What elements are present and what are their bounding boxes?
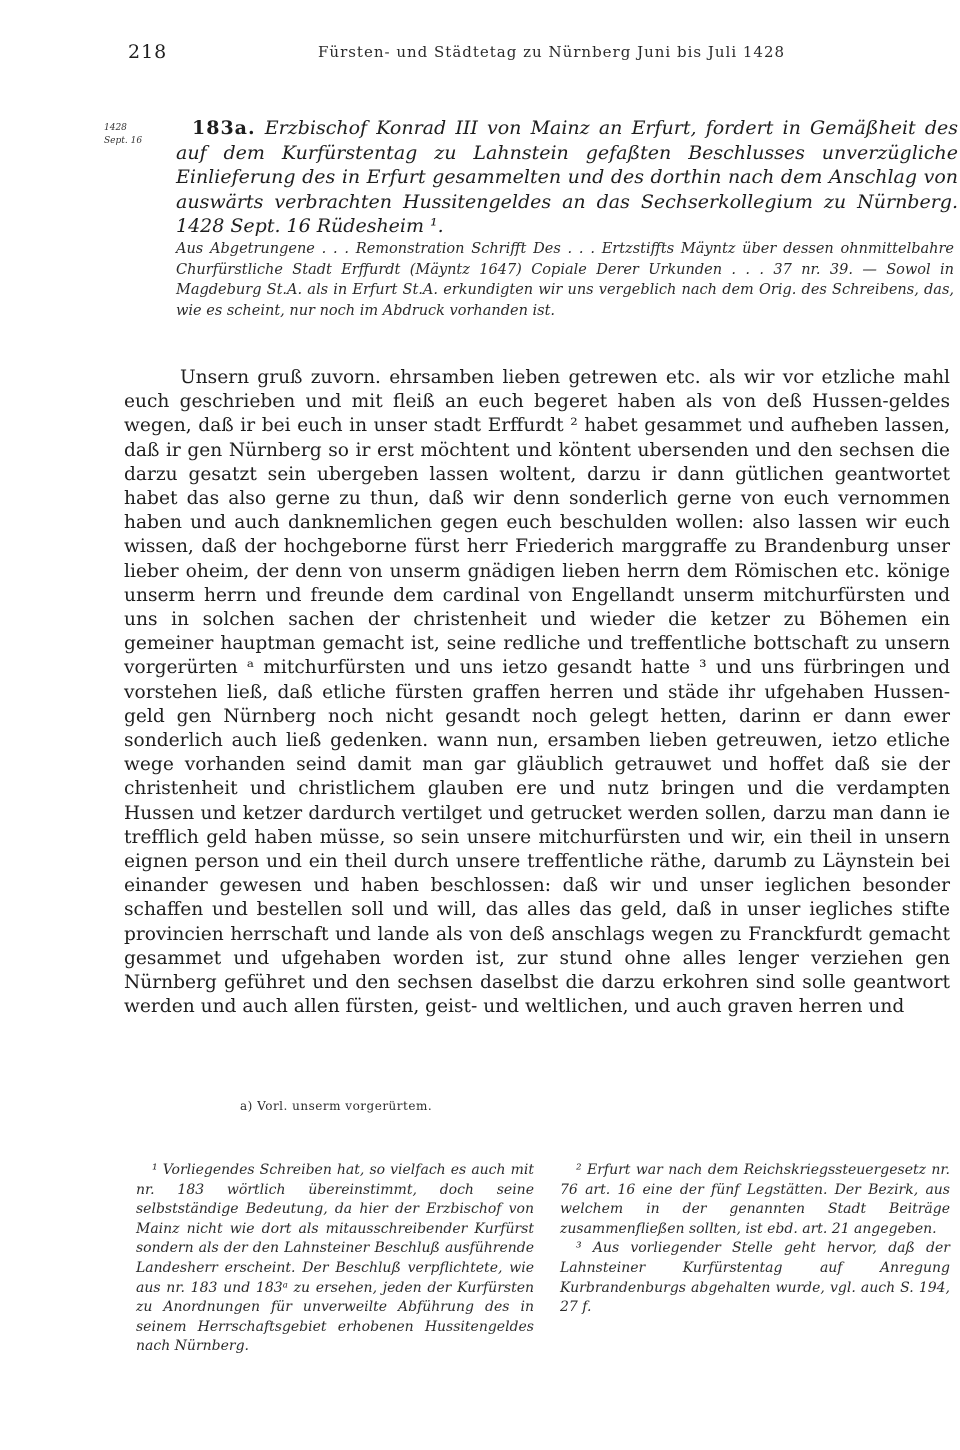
margin-date-year: 1428 bbox=[104, 123, 127, 133]
footnotes-left-column bbox=[136, 1161, 534, 1357]
footnote-1: ¹ Vorliegendes Schreiben hat, so vielfach es auch mit nr. 183 wörtlich übereinstimmt, doch seine selbstständige Bedeutung, da hier der Erzbischof von Mainz nicht wie dort als mitausschreibender Kurfürst sondern als der den Lahnsteiner Beschluß ausführende Landesherr erscheint. Der Beschluß verpflichtete, wie aus nr. 183 und 183ᵃ zu ersehen, jeden der Kurfürsten zu Anordnungen für unverweilte Abführung des in seinem Herrschaftsgebiet erhobenen Hussitengeldes nach Nürnberg. bbox=[136, 1162, 534, 1355]
letter-body: Unsern gruß zuvorn. ehrsamben lieben getrewen etc. als wir vor etzliche mahl euch geschrieben und mit fleiß an euch begeret haben als von deß Hussen-geldes wegen, daß ir bei euch in unser stadt Erffurdt ² habet gesammet und aufheben lassen, daß ir gen Nürnberg so ir erst möchtent und köntent ubersenden und den sechsen die darzu gesatzt sein ubergeben lassen woltent, darzu ir dann gütlichen geantwortet habet das also gerne zu thun, daß wir denn sonderlich gerne von euch vernommen haben und auch danknemlichen gegen euch beschulden wollen: also lassen wir euch wissen, daß der hochgeborne fürst herr Friederich marggraffe zu Brandenburg unser lieber oheim, der denn von unserm gnädigen lieben herrn dem Römischen etc. könige unserm herrn und freunde dem cardinal von Engellandt unserm mitchurfürsten und uns in solchen sachen der christenheit und wieder die ketzer zu Böhemen ein gemeiner hauptman gemacht ist, seine redliche und treffentliche bottschaft zu unsern vorgerürten ᵃ mitchurfürsten und uns ietzo gesandt hatte ³ und uns fürbringen und vorstehen ließ, daß etliche fürsten graffen herren und städe ihr ufgehaben Hussen-geld gen Nürnberg noch nicht gesandt noch gelegt hetten, darinn er dann ewer sonderlich auch ließ gedenken. wann nun, ersamben lieben getreuwen, ietzo etliche wege vorhanden seind damit man gar gläublich getrauwet und hoffet daß sie der christenheit und christlichem glauben ere und nutz bringen und die verdampten Hussen und ketzer dardurch vertilget und getrucket werden sollen, darzu man dann ie trefflich geld haben müsse, so sein unsere mitchurfürsten und wir, ein theil in unsern eignen person und ein theil durch unsere treffentliche räthe, darumb zu Läynstein bei einander gewesen und haben beschlossen: daß wir und unser ieglichen besonder schaffen und bestellen soll und will, das alles das geld, daß in unser iegliches stifte provincien herrschaft und lande als von deß anschlags wegen zu Franckfurdt gemacht gesammet und ufgehaben worden ist, zur stund ohne alles lenger verziehen gen Nürnberg geführet und den sechsen daselbst die darzu erkohren sind solle geantwort werden und auch allen fürsten, geist- und weltlichen, und auch graven herren und bbox=[124, 367, 950, 1018]
source-note: Aus Abgetrungene . . . Remonstration Schrifft Des . . . Ertzstiffts Mäyntz über dessen ohnmittelbahre Churfürstliche Stadt Erffurdt (Mäyntz 1647) Copiale Derer Urkunden . . . 37 nr. 39. — Sowol in Magdeburg St.A. als in Erfurt St.A. erkundigten wir uns vergeblich nach dem Orig. des Schreibens, das, wie es scheint, nur noch im Abdruck vorhanden ist. bbox=[176, 241, 954, 319]
footnotes-right-column bbox=[560, 1161, 950, 1318]
regest-text: Erzbischof Konrad III von Mainz an Erfurt, fordert in Gemäßheit des auf dem Kurfürstentag zu Lahnstein gefaßten Beschlusses unverzügliche Einlieferung des in Erfurt gesammelten und des dorthin nach dem Anschlag von auswärts verbrachten Hussitengeldes an das Sechserkollegium zu Nürnberg. 1428 Sept. 16 Rüdesheim ¹. bbox=[176, 117, 958, 237]
document-number: 183a. bbox=[192, 117, 256, 139]
document-regest bbox=[120, 116, 958, 239]
footnote-2: ² Erfurt war nach dem Reichskriegssteuergesetz nr. 76 art. 16 eine der fünf Legstätten. Der Bezirk, aus welchem in der genannten Stadt Beiträge zusammenfließen sollten, ist ebd. art. 21 angegeben. bbox=[560, 1162, 950, 1237]
textual-apparatus-note: a) Vorl. unserm vorgerürtem. bbox=[240, 1099, 433, 1113]
page-number: 218 bbox=[128, 41, 168, 63]
margin-date-day: Sept. 16 bbox=[104, 136, 143, 146]
running-title: Fürsten- und Städtetag zu Nürnberg Juni bis Juli 1428 bbox=[318, 43, 786, 61]
footnote-3: ³ Aus vorliegender Stelle geht hervor, daß der Lahnsteiner Kurfürstentag auf Anregung Kurbrandenburgs abgehalten wurde, vgl. auch S. 194, 27 f. bbox=[560, 1240, 950, 1316]
